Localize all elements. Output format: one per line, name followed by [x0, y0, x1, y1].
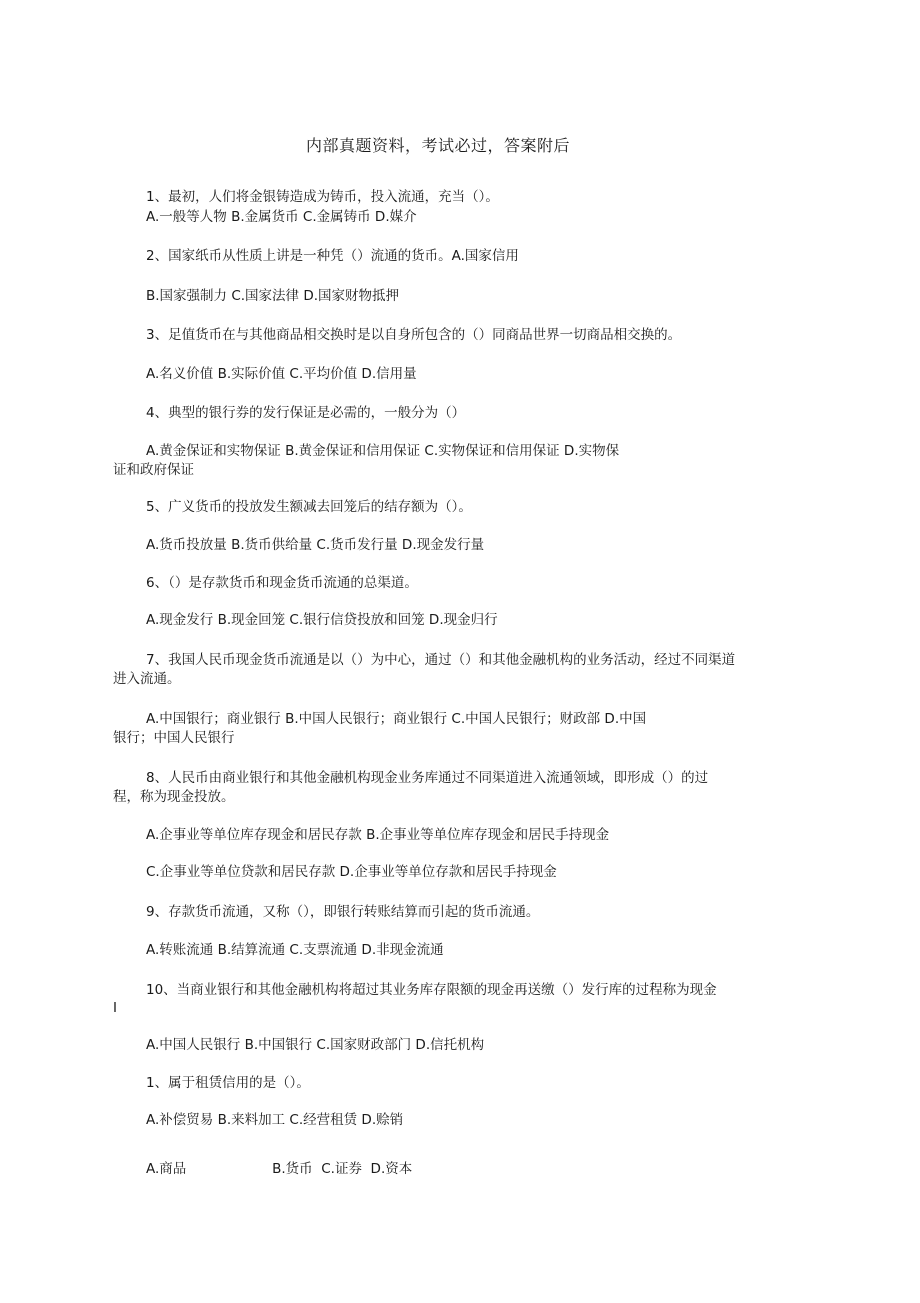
text-line: C.企事业等单位贷款和居民存款 D.企事业等单位存款和居民手持现金	[146, 864, 557, 880]
text-line: 2、国家纸币从性质上讲是一种凭（）流通的货币。A.国家信用	[146, 248, 519, 264]
text-line: A.企事业等单位库存现金和居民存款 B.企事业等单位库存现金和居民手持现金	[146, 827, 610, 843]
text-line: 6、（）是存款货币和现金货币流通的总渠道。	[146, 575, 418, 591]
text-line: 9、存款货币流通，又称（），即银行转账结算而引起的货币流通。	[146, 904, 540, 920]
text-line: 3、足值货币在与其他商品相交换时是以自身所包含的（）同商品世界一切商品相交换的。	[146, 327, 682, 343]
page-title: 内部真题资料，考试必过，答案附后	[305, 136, 570, 155]
text-line: 银行；中国人民银行	[113, 730, 235, 746]
text-line: 5、广义货币的投放发生额减去回笼后的结存额为（）。	[146, 499, 472, 515]
text-line: A.一般等人物 B.金属货币 C.金属铸币 D.媒介	[146, 209, 417, 225]
text-line: 10、当商业银行和其他金融机构将超过其业务库存限额的现金再送缴（）发行库的过程称为现金	[146, 982, 717, 998]
text-line: 1、属于租赁信用的是（）。	[146, 1075, 310, 1091]
text-line: 证和政府保证	[113, 462, 194, 478]
text-line: 1、最初，人们将金银铸造成为铸币，投入流通，充当（）。	[146, 189, 499, 205]
text-line: 8、人民币由商业银行和其他金融机构现金业务库通过不同渠道进入流通领域，即形成（）的过	[146, 770, 709, 786]
text-line: A.名义价值 B.实际价值 C.平均价值 D.信用量	[146, 366, 417, 382]
text-line: A.中国银行；商业银行 B.中国人民银行；商业银行 C.中国人民银行；财政部 D.中国	[146, 711, 647, 727]
text-line: 7、我国人民币现金货币流通是以（）为中心，通过（）和其他金融机构的业务活动，经过不同渠道	[146, 652, 736, 668]
text-line: B.国家强制力 C.国家法律 D.国家财物抵押	[146, 288, 400, 304]
text-line: 程，称为现金投放。	[113, 789, 235, 805]
text-line: A.现金发行 B.现金回笼 C.银行信贷投放和回笼 D.现金归行	[146, 612, 498, 628]
text-line: 4、典型的银行券的发行保证是必需的，一般分为（）	[146, 405, 466, 421]
text-line: A.货币投放量 B.货币供给量 C.货币发行量 D.现金发行量	[146, 537, 485, 553]
text-line: A.补偿贸易 B.来料加工 C.经营租赁 D.赊销	[146, 1112, 404, 1128]
text-line: 进入流通。	[113, 671, 181, 687]
text-line: I	[113, 1000, 117, 1016]
text-line: A.商品 B.货币 C.证券 D.资本	[146, 1161, 413, 1177]
text-line: A.中国人民银行 B.中国银行 C.国家财政部门 D.信托机构	[146, 1037, 485, 1053]
text-line: A.黄金保证和实物保证 B.黄金保证和信用保证 C.实物保证和信用保证 D.实物保	[146, 443, 620, 459]
text-line: A.转账流通 B.结算流通 C.支票流通 D.非现金流通	[146, 942, 444, 958]
